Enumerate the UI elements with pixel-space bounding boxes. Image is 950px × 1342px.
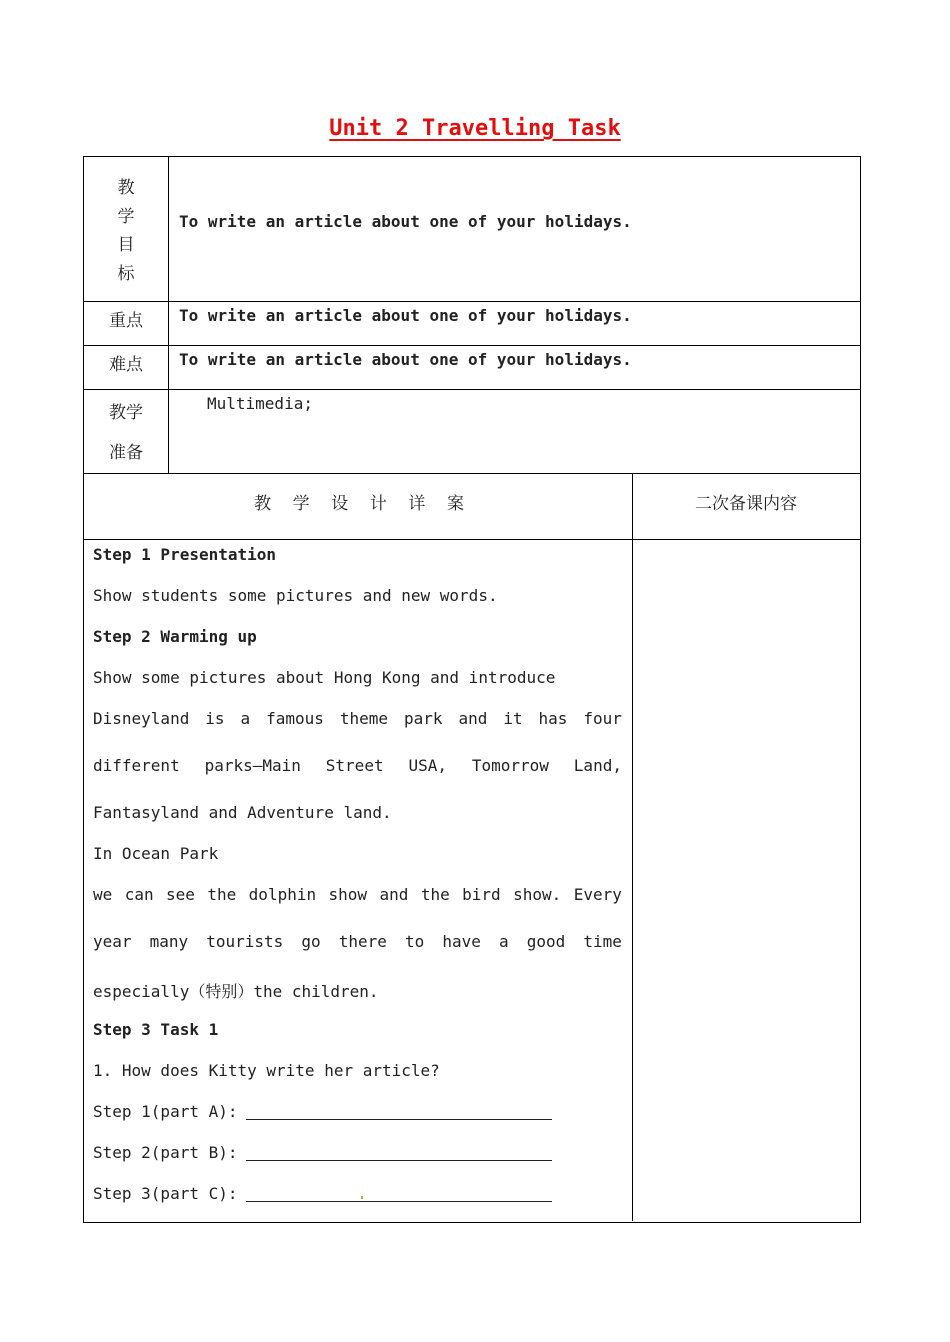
page-title: Unit 2 Travelling Task (329, 116, 621, 141)
step1-heading: Step 1 Presentation (93, 545, 277, 564)
step2-line: different parks—Main Street USA, Tomorrow Land, (93, 756, 622, 775)
objective-label: 教 学 目 标 (117, 178, 135, 284)
step2-line: Show some pictures about Hong Kong and introduce (93, 668, 556, 687)
preparation-text: Multimedia; (207, 394, 313, 413)
row-divider (83, 539, 860, 540)
question-1: 1. How does Kitty write her article? (93, 1061, 440, 1080)
answer-blank-part-b[interactable] (246, 1160, 552, 1161)
row-divider (83, 345, 860, 346)
step2-line: In Ocean Park (93, 844, 219, 863)
step3-heading: Step 3 Task 1 (93, 1020, 219, 1039)
row-divider (83, 301, 860, 302)
objective-text: To write an article about one of your holidays. (179, 212, 632, 231)
step2-line: year many tourists go there to have a good time (93, 932, 622, 951)
step2-line: Disneyland is a famous theme park and it has four (93, 709, 622, 728)
row-divider (83, 389, 860, 390)
difficult-point-label: 难点 (109, 355, 143, 375)
design-header: 教 学 设 计 详 案 (254, 494, 464, 514)
step2-heading: Step 2 Warming up (93, 627, 257, 646)
answer-label-part-b: Step 2(part B): (93, 1143, 238, 1162)
key-point-text: To write an article about one of your holidays. (179, 306, 632, 325)
step2-line: we can see the dolphin show and the bird show. Every (93, 885, 622, 904)
step1-text: Show students some pictures and new words. (93, 586, 498, 605)
label-column-divider (168, 156, 169, 473)
answer-label-part-a: Step 1(part A): (93, 1102, 238, 1121)
step2-line: Fantasyland and Adventure land. (93, 803, 392, 822)
answer-label-part-c: Step 3(part C): (93, 1184, 238, 1203)
step2-line: especially（特别）the children. (93, 982, 379, 1001)
notes-column-divider (632, 473, 633, 1221)
second-prep-header: 二次备课内容 (695, 494, 797, 514)
key-point-label: 重点 (109, 311, 143, 331)
difficult-point-text: To write an article about one of your holidays. (179, 350, 632, 369)
preparation-label: 教学 准备 (109, 403, 143, 463)
stray-mark (361, 1196, 363, 1199)
row-divider (83, 473, 860, 474)
answer-blank-part-a[interactable] (246, 1119, 552, 1120)
answer-blank-part-c[interactable] (246, 1201, 552, 1202)
